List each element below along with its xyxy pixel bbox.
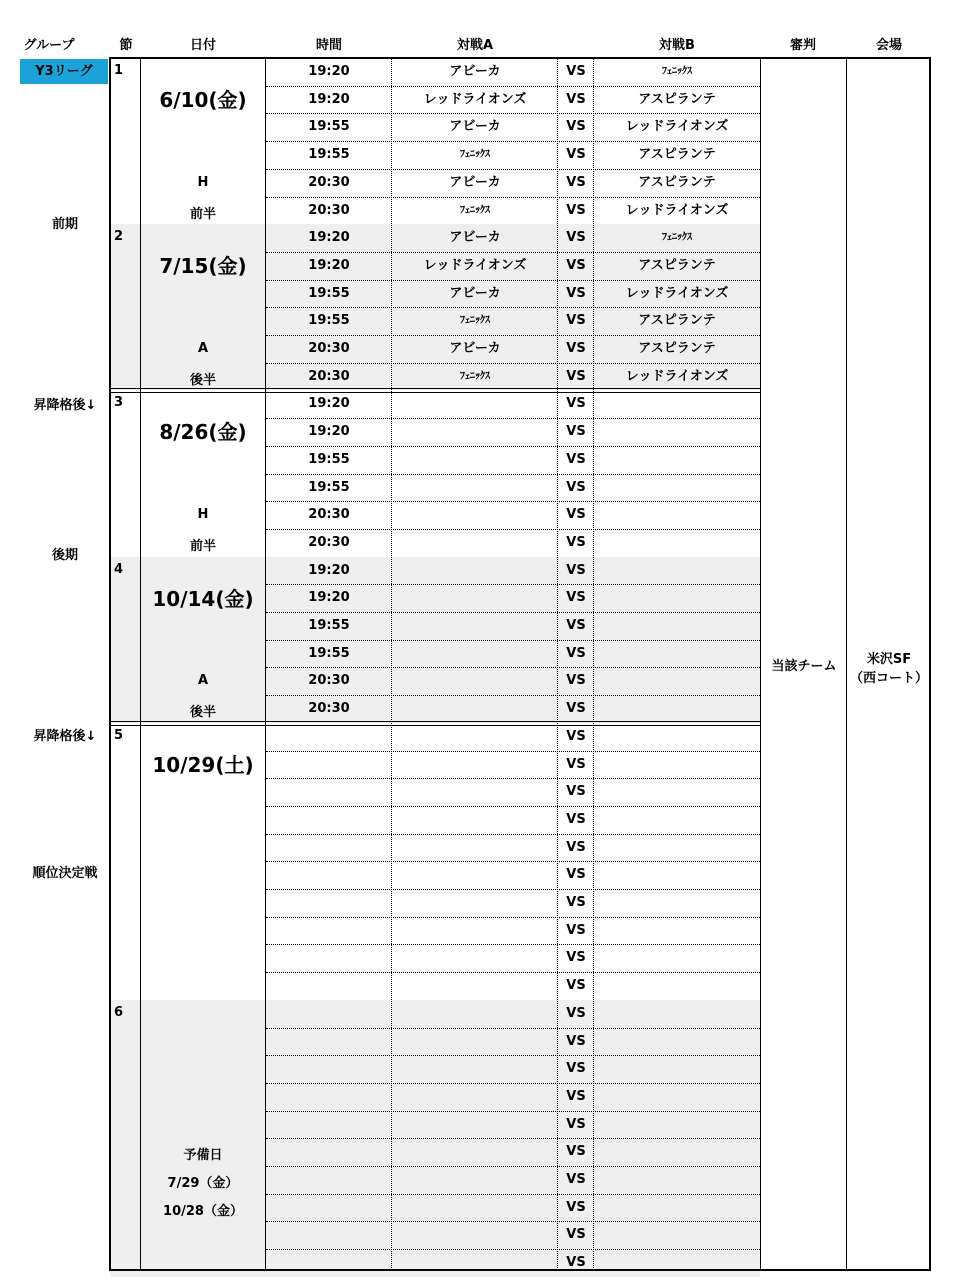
match-time: 20:30 — [308, 673, 350, 689]
match-time: 19:20 — [308, 590, 350, 606]
match-vs: VS — [566, 1144, 586, 1160]
round-side: H — [197, 174, 209, 190]
round-number: 1 — [114, 63, 124, 78]
match-team-b: レッドライオンズ — [625, 202, 729, 218]
match-vs: VS — [566, 202, 586, 218]
header-time: 時間 — [315, 38, 342, 53]
match-vs: VS — [566, 534, 586, 550]
match-vs: VS — [566, 618, 586, 633]
match-team-a: ﾌｪﾆｯｸｽ — [460, 149, 490, 161]
match-team-a: アビーカ — [449, 174, 501, 190]
match-vs: VS — [566, 1199, 586, 1215]
match-vs: VS — [566, 507, 586, 523]
match-time: 19:55 — [308, 618, 350, 633]
match-vs: VS — [566, 784, 586, 800]
referee-text: 当該チーム — [771, 659, 837, 674]
match-vs: VS — [566, 811, 586, 827]
match-time: 19:55 — [308, 147, 350, 163]
match-team-a: アビーカ — [449, 341, 501, 356]
match-time: 19:55 — [308, 479, 350, 495]
match-time: 20:30 — [308, 202, 350, 218]
match-vs: VS — [566, 424, 586, 440]
match-vs: VS — [566, 313, 586, 329]
match-vs: VS — [566, 701, 586, 717]
round-date: 10/14(金) — [152, 586, 254, 611]
match-team-b: アスピランテ — [638, 91, 716, 107]
round-side: H — [197, 507, 209, 523]
match-vs: VS — [566, 1227, 586, 1243]
match-vs: VS — [566, 1172, 586, 1187]
match-time: 19:55 — [308, 285, 350, 301]
match-time: 19:20 — [308, 257, 350, 273]
match-vs: VS — [566, 119, 586, 135]
match-vs: VS — [566, 341, 586, 356]
match-team-b: レッドライオンズ — [625, 119, 729, 135]
round-half: 後半 — [189, 705, 216, 721]
match-team-a: ﾌｪﾆｯｸｽ — [460, 370, 490, 382]
round-half: 前半 — [189, 538, 216, 554]
match-team-a: ﾌｪﾆｯｸｽ — [460, 204, 490, 216]
match-team-a: レッドライオンズ — [423, 257, 527, 273]
header-group: グループ — [23, 38, 75, 53]
reserve-date-1: 7/29（金） — [167, 1176, 239, 1191]
match-time: 19:20 — [308, 91, 350, 107]
header-setsu: 節 — [119, 38, 133, 53]
match-time: 19:55 — [308, 645, 350, 661]
match-team-a: アビーカ — [449, 119, 501, 135]
match-vs: VS — [566, 1033, 586, 1049]
match-vs: VS — [566, 839, 586, 855]
side-label-shoukou-1: 昇降格後↓ — [33, 398, 97, 413]
match-vs: VS — [566, 590, 586, 606]
match-team-b: アスピランテ — [638, 174, 716, 190]
match-team-b: ﾌｪﾆｯｸｽ — [662, 232, 692, 244]
round-number: 5 — [114, 727, 124, 743]
match-vs: VS — [566, 64, 586, 79]
side-label-shoukou-2: 昇降格後↓ — [33, 729, 97, 744]
match-team-a: アビーカ — [449, 64, 501, 79]
match-time: 19:20 — [308, 424, 350, 440]
match-team-a: アビーカ — [449, 230, 501, 246]
side-label-zenki: 前期 — [51, 217, 78, 232]
match-team-a: レッドライオンズ — [423, 91, 527, 107]
round-date: 7/15(金) — [159, 254, 247, 279]
match-vs: VS — [566, 451, 586, 467]
match-vs: VS — [566, 895, 586, 910]
round-side: A — [197, 341, 209, 356]
match-vs: VS — [566, 396, 586, 412]
match-team-b: ﾌｪﾆｯｸｽ — [662, 66, 692, 77]
match-vs: VS — [566, 368, 586, 384]
match-team-b: アスピランテ — [638, 313, 716, 329]
match-vs: VS — [566, 1116, 586, 1132]
header-team-b: 対戦B — [659, 38, 695, 53]
header-date: 日付 — [189, 38, 216, 53]
match-time: 20:30 — [308, 534, 350, 550]
round-number: 6 — [114, 1004, 124, 1020]
match-time: 20:30 — [308, 701, 350, 717]
match-time: 19:20 — [308, 562, 350, 578]
match-vs: VS — [566, 922, 586, 938]
round-number: 4 — [114, 561, 124, 577]
round-half: 後半 — [189, 372, 216, 388]
match-vs: VS — [566, 950, 586, 966]
match-time: 20:30 — [308, 507, 350, 523]
match-vs: VS — [566, 728, 586, 744]
match-vs: VS — [566, 867, 586, 883]
match-vs: VS — [566, 1061, 586, 1077]
match-vs: VS — [566, 562, 586, 578]
match-vs: VS — [566, 91, 586, 107]
match-vs: VS — [566, 645, 586, 661]
match-vs: VS — [566, 978, 586, 994]
match-time: 20:30 — [308, 174, 350, 190]
venue-line1: 米沢SF — [866, 652, 912, 667]
match-team-b: アスピランテ — [638, 147, 716, 163]
header-venue: 会場 — [875, 38, 902, 53]
match-team-a: ﾌｪﾆｯｸｽ — [460, 315, 490, 327]
round-number: 2 — [114, 229, 124, 245]
match-time: 20:30 — [308, 341, 350, 356]
reserve-date-2: 10/28（金） — [163, 1203, 243, 1219]
round-number: 3 — [114, 395, 124, 411]
table-frame — [109, 57, 931, 1271]
round-date: 10/29(土) — [152, 752, 254, 777]
side-label-juni: 順位決定戦 — [32, 866, 98, 881]
reserve-label: 予備日 — [183, 1148, 223, 1164]
match-vs: VS — [566, 174, 586, 190]
match-team-b: アスピランテ — [638, 341, 716, 356]
match-team-b: レッドライオンズ — [625, 285, 729, 301]
match-team-b: レッドライオンズ — [625, 368, 729, 384]
match-vs: VS — [566, 257, 586, 273]
match-vs: VS — [566, 673, 586, 689]
match-team-a: アビーカ — [449, 285, 501, 301]
match-time: 19:55 — [308, 119, 350, 135]
match-time: 19:20 — [308, 64, 350, 79]
venue-line2: （西コート） — [849, 671, 928, 686]
match-time: 20:30 — [308, 368, 350, 384]
match-vs: VS — [566, 230, 586, 246]
match-time: 19:20 — [308, 230, 350, 246]
match-vs: VS — [566, 1088, 586, 1104]
round-side: A — [197, 673, 209, 689]
match-vs: VS — [566, 285, 586, 301]
round-date: 6/10(金) — [159, 88, 247, 112]
match-vs: VS — [566, 479, 586, 495]
round-half: 前半 — [189, 206, 216, 222]
header-referee: 審判 — [789, 38, 816, 53]
match-time: 19:20 — [308, 396, 350, 412]
header-team-a: 対戦A — [456, 38, 494, 53]
match-team-b: アスピランテ — [638, 257, 716, 273]
group-badge: Y3リーグ — [20, 59, 108, 84]
round-date: 8/26(金) — [159, 420, 247, 445]
match-time: 19:55 — [308, 313, 350, 329]
match-vs: VS — [566, 147, 586, 163]
side-label-kouki: 後期 — [51, 548, 78, 563]
match-vs: VS — [566, 756, 586, 772]
match-time: 19:55 — [308, 451, 350, 467]
match-vs: VS — [566, 1255, 586, 1271]
match-vs: VS — [566, 1005, 586, 1021]
